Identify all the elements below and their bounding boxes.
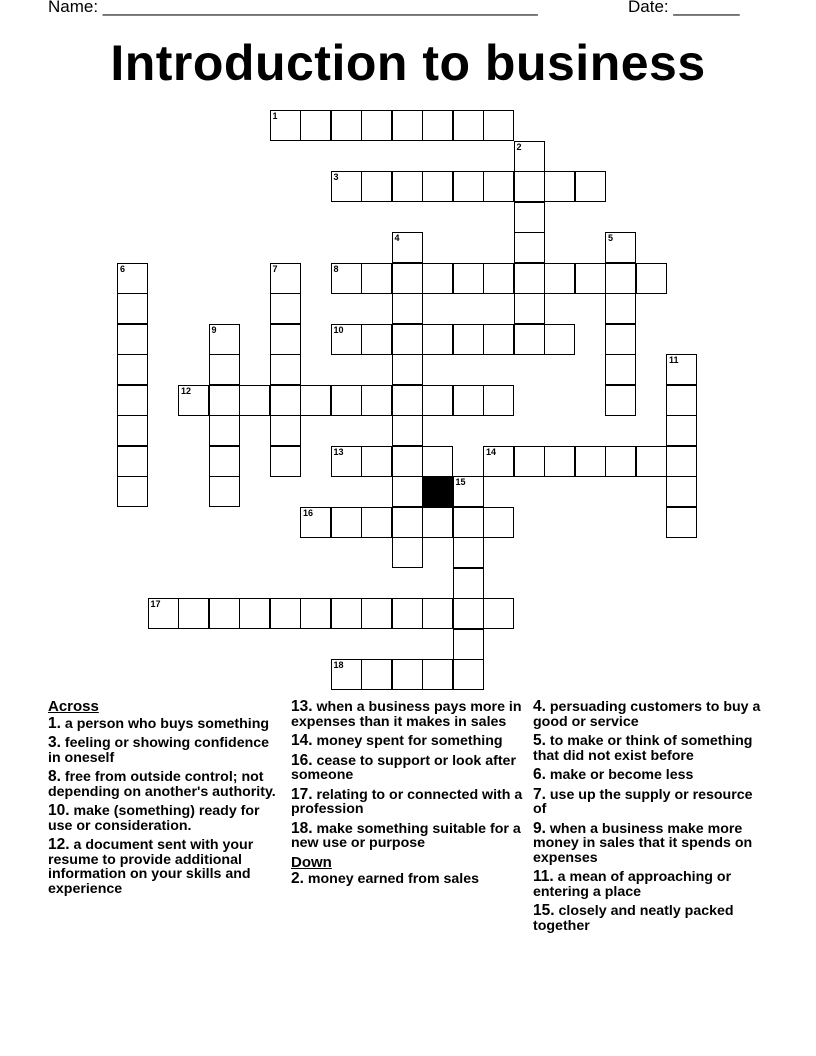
clue-number: 10	[333, 324, 344, 335]
grid-cell[interactable]	[392, 507, 423, 538]
grid-cell[interactable]	[239, 598, 270, 629]
grid-cell[interactable]	[392, 659, 423, 690]
grid-cell[interactable]	[331, 659, 362, 690]
clue-number: 13	[333, 446, 344, 457]
grid-cell[interactable]	[209, 415, 240, 446]
clue-number: 1	[272, 111, 278, 121]
grid-cell[interactable]	[483, 263, 514, 294]
grid-cell[interactable]	[178, 385, 209, 416]
grid-cell[interactable]	[270, 293, 301, 324]
clue-across-12: 12. a document sent with your resume to provide additional information on your skills and experience	[48, 836, 254, 897]
grid-cell[interactable]	[117, 354, 148, 385]
grid-cell[interactable]	[209, 354, 240, 385]
clue-across-17: 17. relating to or connected with a profession	[291, 785, 523, 817]
clue-down-9: 9. when a business make more money in sales that it spends on expenses	[533, 819, 753, 866]
grid-cell[interactable]	[422, 446, 453, 477]
grid-cell[interactable]	[392, 110, 423, 141]
clue-down-6: 6. make or become less	[533, 766, 694, 783]
grid-cell[interactable]	[453, 324, 484, 355]
grid-cell[interactable]	[422, 263, 453, 294]
grid-cell[interactable]	[361, 263, 392, 294]
grid-cell[interactable]	[422, 171, 453, 202]
grid-cell[interactable]	[453, 507, 484, 538]
grid-cell[interactable]	[117, 324, 148, 355]
grid-cell[interactable]	[392, 598, 423, 629]
clue-number: 4	[394, 233, 400, 243]
grid-cell[interactable]	[514, 446, 545, 477]
grid-cell[interactable]	[331, 171, 362, 202]
grid-cell[interactable]	[636, 446, 667, 477]
grid-cell[interactable]	[422, 110, 453, 141]
grid-cell[interactable]	[514, 293, 545, 324]
grid-cell[interactable]	[361, 171, 392, 202]
grid-cell[interactable]	[483, 110, 514, 141]
grid-cell[interactable]	[117, 385, 148, 416]
grid-cell[interactable]	[605, 263, 636, 294]
clue-number: 17	[150, 599, 161, 609]
grid-cell[interactable]	[544, 446, 575, 477]
clue-across-10: 10. make (something) ready for use or consideration.	[48, 802, 260, 834]
grid-cell[interactable]	[270, 263, 301, 294]
grid-cell[interactable]	[514, 263, 545, 294]
grid-cell[interactable]	[483, 507, 514, 538]
clue-number: 7	[272, 263, 278, 274]
grid-cell[interactable]	[361, 659, 392, 690]
clue-number: 15	[455, 477, 466, 487]
grid-cell[interactable]	[392, 354, 423, 385]
grid-cell[interactable]	[483, 598, 514, 629]
grid-cell[interactable]	[331, 324, 362, 355]
grid-cell[interactable]	[483, 324, 514, 355]
grid-cell[interactable]	[300, 507, 331, 538]
clue-number: 14	[486, 446, 497, 457]
grid-cell[interactable]	[392, 263, 423, 294]
grid-cell[interactable]	[117, 293, 148, 324]
clue-down-2: 2. money earned from sales	[291, 870, 479, 887]
grid-cell[interactable]	[239, 385, 270, 416]
clue-number: 8	[333, 263, 339, 274]
grid-cell[interactable]	[575, 171, 606, 202]
clue-down-11: 11. a mean of approaching or entering a place	[533, 868, 732, 900]
grid-cell[interactable]	[178, 598, 209, 629]
grid-cell[interactable]	[148, 598, 179, 629]
grid-cell[interactable]	[361, 507, 392, 538]
grid-cell[interactable]	[392, 293, 423, 324]
grid-cell[interactable]	[605, 324, 636, 355]
grid-cell[interactable]	[514, 232, 545, 263]
date-field-label: Date: _______	[628, 0, 740, 16]
grid-cell[interactable]	[666, 507, 697, 538]
grid-cell[interactable]	[453, 598, 484, 629]
grid-cell[interactable]	[270, 324, 301, 355]
grid-cell[interactable]	[453, 629, 484, 660]
grid-cell[interactable]	[666, 446, 697, 477]
clue-down-7: 7. use up the supply or resource of	[533, 785, 753, 817]
grid-cell[interactable]	[422, 507, 453, 538]
clue-number: 9	[211, 324, 217, 335]
clue-number: 11	[669, 355, 679, 365]
grid-cell[interactable]	[453, 385, 484, 416]
clue-across-18: 18. make something suitable for a new use or purpose	[291, 819, 521, 851]
grid-cell[interactable]	[575, 263, 606, 294]
grid-cell[interactable]	[392, 446, 423, 477]
clue-across-16: 16. cease to support or look after someone	[291, 751, 516, 783]
grid-cell[interactable]	[514, 141, 545, 172]
grid-cell[interactable]	[392, 537, 423, 568]
grid-cell[interactable]	[392, 415, 423, 446]
grid-cell[interactable]	[453, 171, 484, 202]
grid-cell[interactable]	[361, 324, 392, 355]
grid-cell[interactable]	[361, 598, 392, 629]
grid-cell[interactable]	[453, 476, 484, 507]
clue-across-8: 8. free from outside control; not depending on another's authority.	[48, 768, 276, 800]
grid-cell[interactable]	[270, 446, 301, 477]
clue-number: 12	[181, 385, 192, 396]
grid-cell[interactable]	[209, 385, 240, 416]
grid-cell[interactable]	[331, 110, 362, 141]
grid-cell[interactable]	[209, 446, 240, 477]
black-square	[422, 476, 453, 507]
clue-across-3: 3. feeling or showing confidence in oneself	[48, 734, 270, 766]
grid-cell[interactable]	[270, 385, 301, 416]
grid-cell[interactable]	[117, 415, 148, 446]
grid-cell[interactable]	[270, 110, 301, 141]
grid-cell[interactable]	[331, 446, 362, 477]
grid-cell[interactable]	[270, 415, 301, 446]
grid-cell[interactable]	[666, 385, 697, 416]
name-field-label: Name: ______________________________________________	[48, 0, 538, 16]
grid-cell[interactable]	[270, 354, 301, 385]
grid-cell[interactable]	[392, 171, 423, 202]
grid-cell[interactable]	[483, 171, 514, 202]
clue-number: 18	[333, 660, 344, 670]
grid-cell[interactable]	[483, 385, 514, 416]
grid-cell[interactable]	[605, 232, 636, 263]
clue-column-1	[48, 700, 280, 901]
grid-cell[interactable]	[453, 110, 484, 141]
grid-cell[interactable]	[514, 202, 545, 233]
grid-cell[interactable]	[392, 324, 423, 355]
grid-cell[interactable]	[331, 385, 362, 416]
grid-cell[interactable]	[117, 446, 148, 477]
grid-cell[interactable]	[605, 293, 636, 324]
clue-number: 16	[303, 507, 314, 518]
grid-cell[interactable]	[117, 476, 148, 507]
grid-cell[interactable]	[422, 385, 453, 416]
grid-cell[interactable]	[605, 354, 636, 385]
grid-cell[interactable]	[209, 598, 240, 629]
clue-across-1: 1. a person who buys something	[48, 714, 270, 732]
clue-down-5: 5. to make or think of something that did not exist before	[533, 732, 753, 764]
across-heading: Across	[48, 698, 99, 715]
grid-cell[interactable]	[666, 415, 697, 446]
clue-number: 5	[608, 233, 614, 243]
grid-cell[interactable]	[209, 476, 240, 507]
grid-cell[interactable]	[331, 598, 362, 629]
grid-cell[interactable]	[422, 598, 453, 629]
grid-cell[interactable]	[300, 110, 331, 141]
grid-cell[interactable]	[209, 324, 240, 355]
grid-cell[interactable]	[605, 446, 636, 477]
clue-number: 6	[120, 263, 126, 274]
clue-column-2	[291, 700, 523, 892]
grid-cell[interactable]	[331, 507, 362, 538]
grid-cell[interactable]	[453, 263, 484, 294]
grid-cell[interactable]	[422, 659, 453, 690]
clue-column-3	[533, 700, 765, 938]
grid-cell[interactable]	[544, 171, 575, 202]
grid-cell[interactable]	[270, 598, 301, 629]
grid-cell[interactable]	[575, 446, 606, 477]
grid-cell[interactable]	[392, 232, 423, 263]
clue-across-13: 13. when a business pays more in expenses than it makes in sales	[291, 698, 522, 730]
grid-cell[interactable]	[636, 263, 667, 294]
down-heading: Down	[291, 853, 332, 871]
grid-cell[interactable]	[117, 263, 148, 294]
clue-down-15: 15. closely and neatly packed together	[533, 902, 734, 934]
grid-cell[interactable]	[392, 385, 423, 416]
grid-cell[interactable]	[361, 110, 392, 141]
grid-cell[interactable]	[300, 598, 331, 629]
grid-cell[interactable]	[605, 385, 636, 416]
grid-cell[interactable]	[392, 476, 423, 507]
grid-cell[interactable]	[422, 324, 453, 355]
grid-cell[interactable]	[453, 568, 484, 599]
clue-down-4: 4. persuading customers to buy a good or service	[533, 698, 761, 730]
grid-cell[interactable]	[300, 385, 331, 416]
grid-cell[interactable]	[361, 385, 392, 416]
grid-cell[interactable]	[666, 476, 697, 507]
clue-number: 2	[516, 141, 522, 152]
clue-across-14: 14. money spent for something	[291, 732, 503, 749]
grid-cell[interactable]	[483, 446, 514, 477]
grid-cell[interactable]	[331, 263, 362, 294]
grid-cell[interactable]	[514, 324, 545, 355]
grid-cell[interactable]	[514, 171, 545, 202]
grid-cell[interactable]	[453, 537, 484, 568]
grid-cell[interactable]	[361, 446, 392, 477]
clue-number: 3	[333, 172, 339, 182]
grid-cell[interactable]	[666, 354, 697, 385]
grid-cell[interactable]	[544, 324, 575, 355]
puzzle-title: Introduction to business	[110, 35, 706, 91]
grid-cell[interactable]	[544, 263, 575, 294]
grid-cell[interactable]	[453, 659, 484, 690]
